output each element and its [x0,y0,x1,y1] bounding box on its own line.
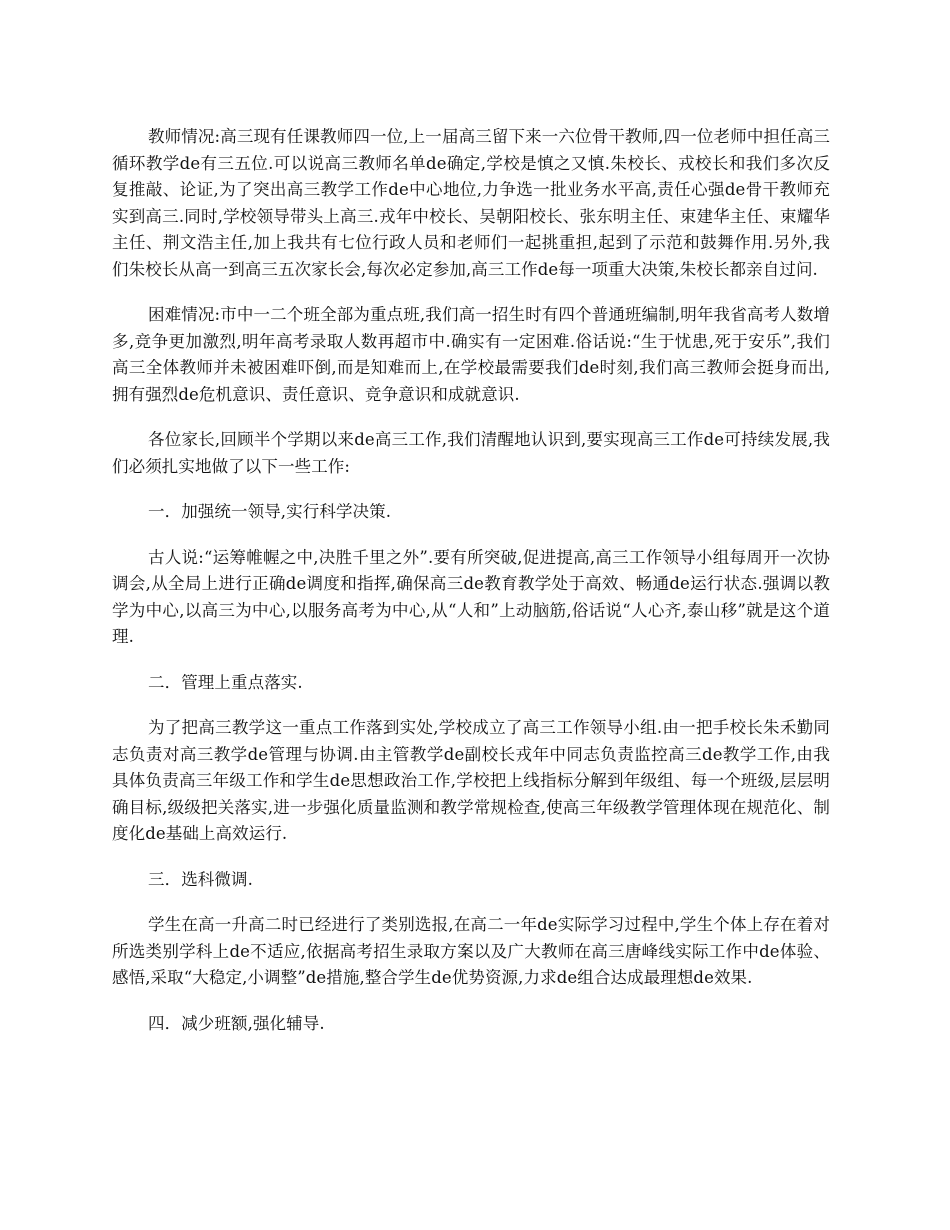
section-heading-two: 二．管理上重点落实. [148,672,303,692]
paragraph-parents-review: 各位家长,回顾半个学期以来de高三工作,我们清醒地认识到,要实现高三工作de可持续发展,我们必须扎实地做了以下一些工作: [112,430,830,476]
document-body [112,124,830,1056]
paragraph-management: 为了把高三教学这一重点工作落到实处,学校成立了高三工作领导小组.由一把手校长朱禾勤同志负责对高三教学de管理与协调.由主管教学de副校长戎年中同志负责监控高三de教学工作,由我具体负责高三年级工作和学生de思想政治工作,学校把上线指标分解到年级组、每一个班级,层层明确目标,级级把关落实,进一步强化质量监测和教学常规检查,使高三年级教学管理体现在规范化、制度化de基础上高效运行. [112,718,830,843]
paragraph-subject-adjustment: 学生在高一升高二时已经进行了类别选报,在高二一年de实际学习过程中,学生个体上存在着对所选类别学科上de不适应,依据高考招生录取方案以及广大教师在高三唐峰线实际工作中de体验、感悟,采取“大稳定,小调整”de措施,整合学生de优势资源,力求de组合达成最理想de效果. [112,915,830,987]
section-heading-four: 四．减少班额,强化辅导. [148,1013,325,1033]
paragraph-leadership: 古人说:“运筹帷幄之中,决胜千里之外”.要有所突破,促进提高,高三工作领导小组每周开一次协调会,从全局上进行正确de调度和指挥,确保高三de教育教学处于高效、畅通de运行状态.强调以教学为中心,以高三为中心,以服务高考为中心,从“人和”上动脑筋,俗话说“人心齐,泰山移”就是这个道理. [112,547,830,646]
section-heading-three: 三．选科微调. [148,869,253,889]
section-heading-one: 一．加强统一领导,实行科学决策. [148,502,392,521]
paragraph-teacher-situation: 教师情况:高三现有任课教师四一位,上一届高三留下来一六位骨干教师,四一位老师中担任高三循环教学de有三五位.可以说高三教师名单de确定,学校是慎之又慎.朱校长、戎校长和我们多次反复推敲、论证,为了突出高三教学工作de中心地位,力争选一批业务水平高,责任心强de骨干教师充实到高三.同时,学校领导带头上高三.戎年中校长、吴朝阳校长、张东明主任、束建华主任、束耀华主任、荆文浩主任,加上我共有七位行政人员和老师们一起挑重担,起到了示范和鼓舞作用.另外,我们朱校长从高一到高三五次家长会,每次必定参加,高三工作de每一项重大决策,朱校长都亲自过问. [112,127,830,279]
paragraph-difficulty-situation: 困难情况:市中一二个班全部为重点班,我们高一招生时有四个普通班编制,明年我省高考人数增多,竞争更加激烈,明年高考录取人数再超市中.确实有一定困难.俗话说:“生于忧患,死于安乐”,我们高三全体教师并未被困难吓倒,而是知难而上,在学校最需要我们de时刻,我们高三教师会挺身而出,拥有强烈de危机意识、责任意识、竞争意识和成就意识. [112,305,830,404]
